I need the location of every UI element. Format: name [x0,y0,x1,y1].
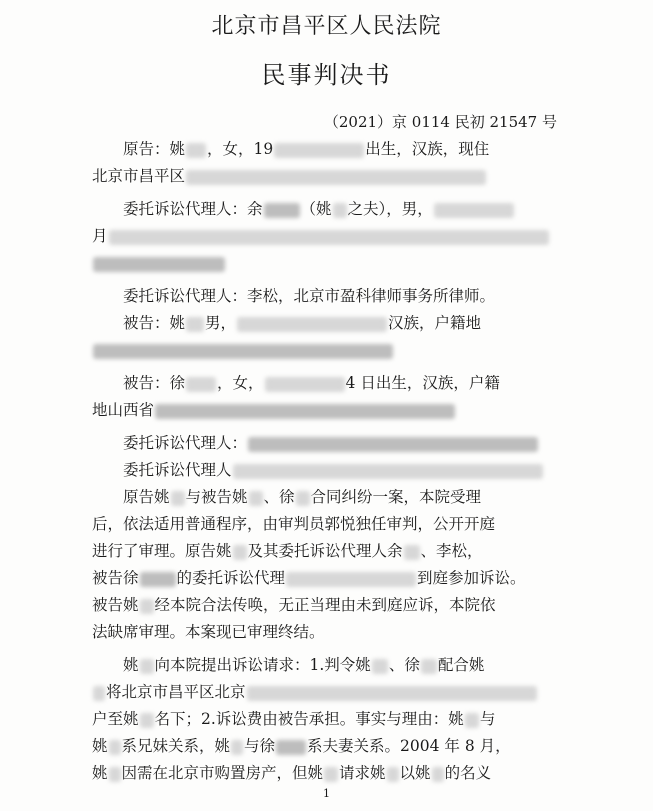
redacted-text [432,767,444,782]
redacted-text [186,317,204,332]
case-intro-line-5: 被告姚 经本院合法传唤，无正当理由未到庭应诉，本院依 [92,596,496,614]
redacted-text [140,572,176,587]
redacted-text [93,257,225,272]
redacted-text [155,404,455,419]
redacted-text [171,491,185,506]
defendant-xu-line-1: 被告：徐 ，女， 4 日出生，汉族，户籍 [123,374,500,392]
redacted-text [372,659,388,674]
redacted-text [333,203,347,218]
court-name: 北京市昌平区人民法院 [211,14,442,39]
case-number: （2021）京 0114 民初 21547 号 [323,113,557,131]
redacted-text [109,767,121,782]
judgment-body [92,136,562,787]
defendant-yao-line-2 [92,337,562,364]
redacted-text [421,659,437,674]
redacted-text [109,230,549,245]
defendant-yao-line-1: 被告：姚 男， 汉族，户籍地 [123,314,482,332]
redacted-text [140,713,154,728]
agent-xu-line-1: 委托诉讼代理人： [92,430,562,457]
case-intro-line-4: 被告徐 的委托诉讼代理 到庭参加诉讼。 [92,569,526,587]
agent-yu-line-3 [92,250,562,277]
redacted-text [186,170,486,185]
redacted-text [93,686,105,701]
redacted-text [249,491,263,506]
case-intro-line-3: 进行了审理。原告姚 及其委托诉讼代理人余 、李松， [92,542,483,560]
redacted-text [286,572,416,587]
redacted-text [276,740,306,755]
claims-line-4: 姚 系兄妹关系，姚 与徐 系夫妻关系。2004 年 8 月， [92,737,511,755]
redacted-text [186,377,216,392]
redacted-text [233,545,247,560]
redacted-text [296,491,310,506]
case-intro-line-2: 后，依法适用普通程序，由审判员郭悦独任审判，公开开庭 [92,515,496,533]
redacted-text [434,203,514,218]
agent-yu-line-1: 委托诉讼代理人：余 （姚 之夫），男， [92,196,562,223]
agent-li-line: 委托诉讼代理人：李松，北京市盈科律师事务所律师。 [123,287,496,305]
page-number: 1 [323,787,330,800]
plaintiff-line-1: 原告：姚 ，女，19 出生，汉族，现住 [123,140,490,158]
redacted-text [231,740,243,755]
redacted-text [93,344,393,359]
redacted-text [247,686,537,701]
redacted-text [387,767,399,782]
case-intro-line-6: 法缺席审理。本案现已审理终结。 [92,623,325,641]
redacted-text [264,203,300,218]
redacted-text [233,464,543,479]
redacted-text [186,143,206,158]
defendant-xu-line-2: 地山西省 [92,397,562,424]
agent-xu-line-2: 委托诉讼代理人 [92,457,562,484]
claims-line-1: 姚 向本院提出诉讼请求：1.判令姚 、徐 配合姚 [123,656,485,674]
redacted-text [140,659,154,674]
redacted-text [248,437,538,452]
case-intro-line-1: 原告姚 与被告姚 、徐 合同纠纷一案，本院受理 [123,488,482,506]
redacted-text [140,599,154,614]
redacted-text [404,545,420,560]
redacted-text [274,143,364,158]
redacted-text [265,377,345,392]
claims-line-2: 将北京市昌平区北京 [92,679,562,706]
redacted-text [237,317,387,332]
redacted-text [109,740,121,755]
claims-line-5: 姚 因需在北京市购置房产，但姚 请求姚 以姚 的名义 [92,764,492,782]
claims-line-3: 户至姚 名下；2.诉讼费由被告承担。事实与理由：姚 与 [92,710,496,728]
redacted-text [324,767,338,782]
plaintiff-line-2: 北京市昌平区 [92,163,562,190]
document-title: 民事判决书 [261,61,392,89]
agent-yu-line-2: 月 [92,223,562,250]
redacted-text [465,713,479,728]
